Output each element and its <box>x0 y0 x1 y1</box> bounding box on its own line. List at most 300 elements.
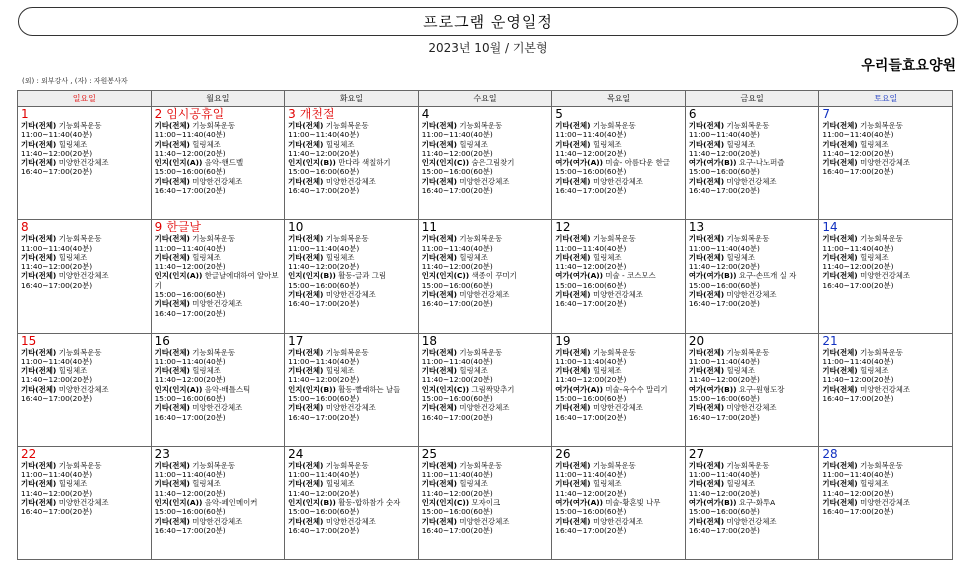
program-entry <box>21 234 149 243</box>
program-time: 15:00~16:00(60분) <box>154 167 226 177</box>
program-category: 기타(전체) <box>21 139 57 149</box>
program-name: 미양한건강체조 <box>192 403 243 413</box>
program-time: 11:40~12:00(20분) <box>688 488 760 498</box>
program-name: 미양한건강체조 <box>58 384 109 394</box>
program-name: 음악-페인메이커 <box>204 497 258 507</box>
program-entry <box>689 158 817 167</box>
program-time: 16:40~17:00(20분) <box>555 412 627 422</box>
program-category: 기타(전체) <box>288 139 324 149</box>
program-category: 기타(전체) <box>421 347 458 357</box>
program-category: 기타(전체) <box>421 121 458 130</box>
program-entry <box>21 385 149 394</box>
program-category: 기타(전체) <box>688 347 725 357</box>
program-time: 11:00~11:40(40분) <box>555 243 627 253</box>
program-name: 기능회복운동 <box>325 460 369 470</box>
program-time: 15:00~16:00(60분) <box>288 507 360 517</box>
day-header <box>822 448 950 461</box>
program-time: 16:40~17:00(20분) <box>154 525 226 535</box>
program-entry <box>422 479 550 488</box>
program-category: 인지(인지(C)) <box>421 384 470 394</box>
program-time: 16:40~17:00(20분) <box>421 299 493 309</box>
program-time: 11:40~12:00(20분) <box>154 488 226 498</box>
day-header <box>21 448 149 461</box>
day-header <box>555 448 683 461</box>
program-category: 여가(여가(A)) <box>555 384 604 394</box>
program-entry <box>822 121 950 130</box>
program-time: 11:00~11:40(40분) <box>555 470 627 480</box>
day-header <box>155 448 283 461</box>
day-header <box>288 335 416 348</box>
program-category: 기타(전체) <box>288 290 324 300</box>
program-name: 기능회복운동 <box>58 121 102 130</box>
program-entry <box>288 158 416 167</box>
program-name: 힐링체조 <box>860 366 889 376</box>
program-category: 여가(여가(B)) <box>688 497 737 507</box>
program-name: 기능회복운동 <box>726 121 770 130</box>
program-name: 힐링체조 <box>592 479 622 489</box>
program-name: 기능회복운동 <box>592 234 636 244</box>
program-category: 여가(여가(A)) <box>555 497 604 507</box>
program-name: 기능회복운동 <box>860 460 903 470</box>
program-time: 15:00~16:00(60분) <box>288 167 360 177</box>
program-category: 기타(전체) <box>421 176 458 186</box>
program-time: 11:00~11:40(40분) <box>421 356 493 366</box>
program-name: 기능회복운동 <box>860 121 903 130</box>
program-category: 기타(전체) <box>688 234 725 244</box>
program-name: 기능회복운동 <box>192 234 236 244</box>
program-name: 힐링체조 <box>192 252 221 262</box>
program-time: 16:40~17:00(20분) <box>154 412 226 422</box>
weekday-friday: 금요일 <box>685 91 819 107</box>
day-number: 16 <box>154 333 170 348</box>
day-cell <box>18 220 152 333</box>
program-entry <box>155 517 283 526</box>
program-time: 16:40~17:00(20분) <box>288 412 360 422</box>
program-name: 요구-손뜨개 실 자 <box>738 271 797 281</box>
program-time: 16:40~17:00(20분) <box>421 412 493 422</box>
program-entry <box>822 158 950 167</box>
program-name: 미양한건강체조 <box>459 176 510 186</box>
day-header <box>21 221 149 234</box>
program-category: 기타(전체) <box>154 403 190 413</box>
weekday-thursday: 목요일 <box>552 91 686 107</box>
program-time: 16:40~17:00(20분) <box>21 393 93 403</box>
program-category: 인지(인지(A)) <box>154 384 203 394</box>
program-entry <box>422 290 550 299</box>
program-name: 미양한건강체조 <box>726 290 777 300</box>
program-name: 미양한건강체조 <box>860 271 911 281</box>
program-category: 기타(전체) <box>555 479 591 489</box>
day-cell <box>418 107 552 220</box>
day-header <box>21 335 149 348</box>
program-entry <box>822 271 950 280</box>
program-entry <box>555 479 683 488</box>
program-time: 15:00~16:00(60분) <box>154 393 226 403</box>
program-time: 11:40~12:00(20분) <box>688 375 760 385</box>
program-time: 16:40~17:00(20분) <box>288 186 360 196</box>
day-cell <box>819 446 953 559</box>
program-category: 기타(전체) <box>154 139 190 149</box>
day-number: 10 <box>288 220 304 235</box>
program-entry <box>555 140 683 149</box>
program-time: 16:40~17:00(20분) <box>688 299 760 309</box>
program-category: 기타(전체) <box>688 460 725 470</box>
program-time: 11:00~11:40(40분) <box>421 243 493 253</box>
program-category: 기타(전체) <box>21 384 57 394</box>
day-cell <box>552 333 686 446</box>
program-time: 15:00~16:00(60분) <box>288 280 360 290</box>
day-cell <box>819 220 953 333</box>
program-category: 여가(여가(A)) <box>555 158 604 168</box>
program-name: 모자이크 <box>471 497 501 507</box>
program-name: 기능회복운동 <box>592 121 636 130</box>
program-name: 기능회복운동 <box>860 234 903 244</box>
day-header <box>21 108 149 121</box>
program-name: 기능회복운동 <box>459 347 503 357</box>
day-number: 19 <box>555 333 571 348</box>
program-category: 기타(전체) <box>822 121 858 130</box>
program-entry <box>422 403 550 412</box>
program-time: 11:40~12:00(20분) <box>288 148 360 158</box>
program-time: 16:40~17:00(20분) <box>555 525 627 535</box>
program-name: 기능회복운동 <box>325 234 369 244</box>
program-time: 11:00~11:40(40분) <box>154 470 226 480</box>
program-category: 기타(전체) <box>688 176 725 186</box>
day-number: 1 <box>21 107 29 121</box>
program-name: 기능회복운동 <box>726 347 770 357</box>
day-header <box>689 221 817 234</box>
program-time: 11:00~11:40(40분) <box>21 470 93 480</box>
program-entry <box>21 253 149 262</box>
program-entry <box>288 498 416 507</box>
program-category: 기타(전체) <box>421 366 458 376</box>
program-time: 11:00~11:40(40분) <box>154 356 226 366</box>
program-category: 기타(전체) <box>555 347 591 357</box>
day-header <box>822 221 950 234</box>
program-category: 기타(전체) <box>21 252 57 262</box>
program-time: 11:40~12:00(20분) <box>421 488 493 498</box>
program-name: 미양한건강체조 <box>592 176 643 186</box>
program-category: 기타(전체) <box>555 366 591 376</box>
day-cell <box>285 220 419 333</box>
program-category: 기타(전체) <box>288 460 324 470</box>
program-category: 기타(전체) <box>21 497 57 507</box>
program-entry <box>21 498 149 507</box>
program-name: 힐링체조 <box>459 479 488 489</box>
program-time: 11:00~11:40(40분) <box>21 130 93 140</box>
program-name: 힐링체조 <box>58 479 88 489</box>
program-category: 기타(전체) <box>822 139 858 149</box>
day-header <box>155 335 283 348</box>
program-category: 기타(전체) <box>688 139 725 149</box>
program-entry <box>689 517 817 526</box>
program-name: 미양한건강체조 <box>592 290 643 300</box>
day-header <box>422 335 550 348</box>
program-entry <box>422 385 550 394</box>
day-cell <box>151 333 285 446</box>
week-row <box>18 333 953 446</box>
day-number: 26 <box>555 446 571 461</box>
program-entry <box>21 348 149 357</box>
program-category: 기타(전체) <box>421 139 458 149</box>
program-name: 미양한건강체조 <box>325 516 376 526</box>
program-name: 미술-황혼빛 나무 <box>605 497 661 507</box>
program-category: 기타(전체) <box>688 479 725 489</box>
program-name: 미양한건강체조 <box>726 516 777 526</box>
program-time: 16:40~17:00(20분) <box>288 525 360 535</box>
program-entry <box>689 385 817 394</box>
day-number: 13 <box>688 220 705 235</box>
program-entry <box>422 348 550 357</box>
program-category: 기타(전체) <box>555 139 591 149</box>
program-time: 11:40~12:00(20분) <box>555 262 627 272</box>
program-entry <box>422 461 550 470</box>
holiday-label: 임시공휴일 <box>166 107 225 121</box>
program-entry <box>689 121 817 130</box>
program-name: 힐링체조 <box>459 252 488 262</box>
program-time: 11:40~12:00(20분) <box>421 375 493 385</box>
day-cell <box>418 446 552 559</box>
program-category: 기타(전체) <box>555 121 591 130</box>
program-entry <box>21 366 149 375</box>
program-entry <box>288 366 416 375</box>
program-entry <box>21 479 149 488</box>
program-name: 요구-화투A <box>738 497 776 507</box>
day-header <box>422 448 550 461</box>
program-category: 인지(인지(A)) <box>154 271 203 281</box>
program-category: 기타(전체) <box>288 516 324 526</box>
program-category: 기타(전체) <box>154 121 190 130</box>
program-category: 기타(전체) <box>822 234 858 244</box>
program-entry <box>555 461 683 470</box>
program-time: 16:40~17:00(20분) <box>288 299 360 309</box>
program-entry <box>689 177 817 186</box>
program-name: 힐링체조 <box>592 139 622 149</box>
program-category: 여가(여가(B)) <box>688 271 737 281</box>
page-title-box <box>18 7 958 36</box>
day-cell <box>418 220 552 333</box>
program-time: 11:00~11:40(40분) <box>154 130 226 140</box>
program-time: 16:40~17:00(20분) <box>21 167 93 177</box>
program-category: 인지(인지(B)) <box>288 158 336 168</box>
program-entry <box>822 253 950 262</box>
program-category: 기타(전체) <box>421 479 458 489</box>
program-name: 미양한건강체조 <box>860 497 911 507</box>
day-cell <box>285 107 419 220</box>
program-entry <box>288 253 416 262</box>
program-category: 기타(전체) <box>688 252 725 262</box>
program-name: 미양한건강체조 <box>459 516 510 526</box>
program-name: 기능회복운동 <box>459 234 503 244</box>
day-cell <box>685 220 819 333</box>
day-cell <box>552 220 686 333</box>
program-category: 인지(인지(B)) <box>288 497 336 507</box>
weekday-saturday: 토요일 <box>819 91 953 107</box>
day-header <box>288 448 416 461</box>
program-category: 기타(전체) <box>154 460 190 470</box>
program-time: 16:40~17:00(20분) <box>154 186 226 196</box>
program-name: 미양한건강체조 <box>58 271 109 281</box>
program-entry <box>422 517 550 526</box>
program-time: 11:40~12:00(20분) <box>421 262 493 272</box>
program-entry <box>822 366 950 375</box>
weekday-sunday: 일요일 <box>18 91 152 107</box>
program-name: 기능회복운동 <box>58 347 102 357</box>
program-entry <box>21 461 149 470</box>
program-time: 11:00~11:40(40분) <box>688 243 760 253</box>
program-category: 기타(전체) <box>822 366 858 376</box>
day-header <box>288 221 416 234</box>
program-time: 16:40~17:00(20분) <box>688 412 760 422</box>
program-name: 색종이 꾸미기 <box>471 271 517 281</box>
program-entry <box>555 177 683 186</box>
program-name: 기능회복운동 <box>592 347 636 357</box>
program-time: 11:40~12:00(20분) <box>288 375 360 385</box>
program-category: 기타(전체) <box>288 252 324 262</box>
program-time: 15:00~16:00(60분) <box>555 280 627 290</box>
program-entry <box>155 140 283 149</box>
program-name: 미양한건강체조 <box>325 176 376 186</box>
day-cell <box>18 446 152 559</box>
program-time: 16:40~17:00(20분) <box>154 308 226 318</box>
program-name: 미양한건강체조 <box>726 403 777 413</box>
program-name: 힐링체조 <box>192 366 221 376</box>
page-title: 프로그램 운영일정 <box>423 13 553 31</box>
day-cell <box>418 333 552 446</box>
program-time: 11:00~11:40(40분) <box>421 130 493 140</box>
program-time: 16:40~17:00(20분) <box>555 186 627 196</box>
program-entry <box>422 121 550 130</box>
program-time: 11:00~11:40(40분) <box>288 243 360 253</box>
program-entry <box>689 290 817 299</box>
program-name: 힐링체조 <box>726 252 756 262</box>
program-entry <box>155 461 283 470</box>
program-entry <box>689 498 817 507</box>
program-category: 기타(전체) <box>555 460 591 470</box>
program-category: 여가(여가(A)) <box>555 271 604 281</box>
holiday-label: 한글날 <box>166 220 201 235</box>
program-name: 미양한건강체조 <box>726 176 777 186</box>
program-entry <box>555 290 683 299</box>
program-time: 11:40~12:00(20분) <box>688 148 760 158</box>
program-category: 기타(전체) <box>822 384 858 394</box>
program-time: 16:40~17:00(20분) <box>421 186 493 196</box>
day-cell <box>151 220 285 333</box>
program-entry <box>288 403 416 412</box>
day-cell <box>285 333 419 446</box>
program-category: 인지(인지(A)) <box>154 497 203 507</box>
day-number: 4 <box>421 107 430 121</box>
program-name: 힐링체조 <box>325 252 355 262</box>
program-category: 기타(전체) <box>822 347 858 357</box>
week-row <box>18 446 953 559</box>
program-name: 힐링체조 <box>58 252 88 262</box>
program-time: 15:00~16:00(60분) <box>421 280 493 290</box>
program-name: 기능회복운동 <box>58 460 102 470</box>
program-category: 기타(전체) <box>421 234 458 244</box>
program-entry <box>555 403 683 412</box>
program-category: 기타(전체) <box>822 497 858 507</box>
program-time: 11:00~11:40(40분) <box>21 243 93 253</box>
program-name: 숨은그림찾기 <box>471 158 515 168</box>
day-header <box>822 335 950 348</box>
program-time: 11:00~11:40(40분) <box>822 470 894 480</box>
program-name: 한글날에대하여 알아보기 <box>154 271 279 290</box>
program-time: 16:40~17:00(20분) <box>822 507 894 517</box>
program-category: 인지(인지(A)) <box>154 158 203 168</box>
day-number: 9 <box>154 220 163 235</box>
program-time: 15:00~16:00(60분) <box>288 393 360 403</box>
program-entry <box>689 140 817 149</box>
program-name: 기능회복운동 <box>58 234 102 244</box>
program-name: 기능회복운동 <box>459 121 503 130</box>
program-entry <box>155 385 283 394</box>
program-entry <box>21 271 149 280</box>
day-cell <box>685 333 819 446</box>
program-time: 11:40~12:00(20분) <box>688 262 760 272</box>
program-time: 11:00~11:40(40분) <box>555 130 627 140</box>
program-entry <box>155 479 283 488</box>
program-time: 11:00~11:40(40분) <box>21 356 93 366</box>
program-name: 힐링체조 <box>58 366 88 376</box>
program-name: 미양한건강체조 <box>58 497 109 507</box>
day-header <box>288 108 416 121</box>
holiday-label: 개천절 <box>299 107 335 121</box>
day-cell <box>18 333 152 446</box>
program-entry <box>822 461 950 470</box>
program-category: 기타(전체) <box>555 516 591 526</box>
program-time: 15:00~16:00(60분) <box>555 167 627 177</box>
day-number: 27 <box>688 446 705 461</box>
program-category: 기타(전체) <box>555 234 591 244</box>
program-entry <box>555 348 683 357</box>
program-entry <box>155 234 283 243</box>
day-cell <box>151 107 285 220</box>
program-name: 힐링체조 <box>860 139 889 149</box>
program-category: 기타(전체) <box>21 479 57 489</box>
program-entry <box>288 140 416 149</box>
program-name: 기능회복운동 <box>726 460 770 470</box>
day-cell <box>819 107 953 220</box>
week-row <box>18 220 953 333</box>
program-time: 11:40~12:00(20분) <box>288 488 360 498</box>
program-category: 기타(전체) <box>555 290 591 300</box>
program-entry <box>422 158 550 167</box>
program-entry <box>288 348 416 357</box>
program-name: 기능회복운동 <box>325 347 369 357</box>
program-category: 기타(전체) <box>154 366 190 376</box>
program-name: 미양한건강체조 <box>192 516 243 526</box>
day-header <box>155 221 283 234</box>
program-time: 15:00~16:00(60분) <box>688 167 760 177</box>
day-number: 28 <box>822 446 838 461</box>
day-header <box>555 108 683 121</box>
program-entry <box>155 253 283 262</box>
day-number: 21 <box>822 333 838 348</box>
program-time: 11:00~11:40(40분) <box>688 356 760 366</box>
calendar-body <box>18 107 953 560</box>
day-cell <box>18 107 152 220</box>
program-category: 기타(전체) <box>154 234 190 244</box>
program-name: 힐링체조 <box>325 366 355 376</box>
program-category: 기타(전체) <box>21 271 57 281</box>
program-entry <box>288 290 416 299</box>
program-time: 15:00~16:00(60분) <box>421 167 493 177</box>
legend-note: (외) : 외부강사 , (자) : 자원봉사자 <box>22 77 128 85</box>
program-time: 15:00~16:00(60분) <box>421 393 493 403</box>
program-entry <box>155 121 283 130</box>
program-category: 기타(전체) <box>688 403 725 413</box>
